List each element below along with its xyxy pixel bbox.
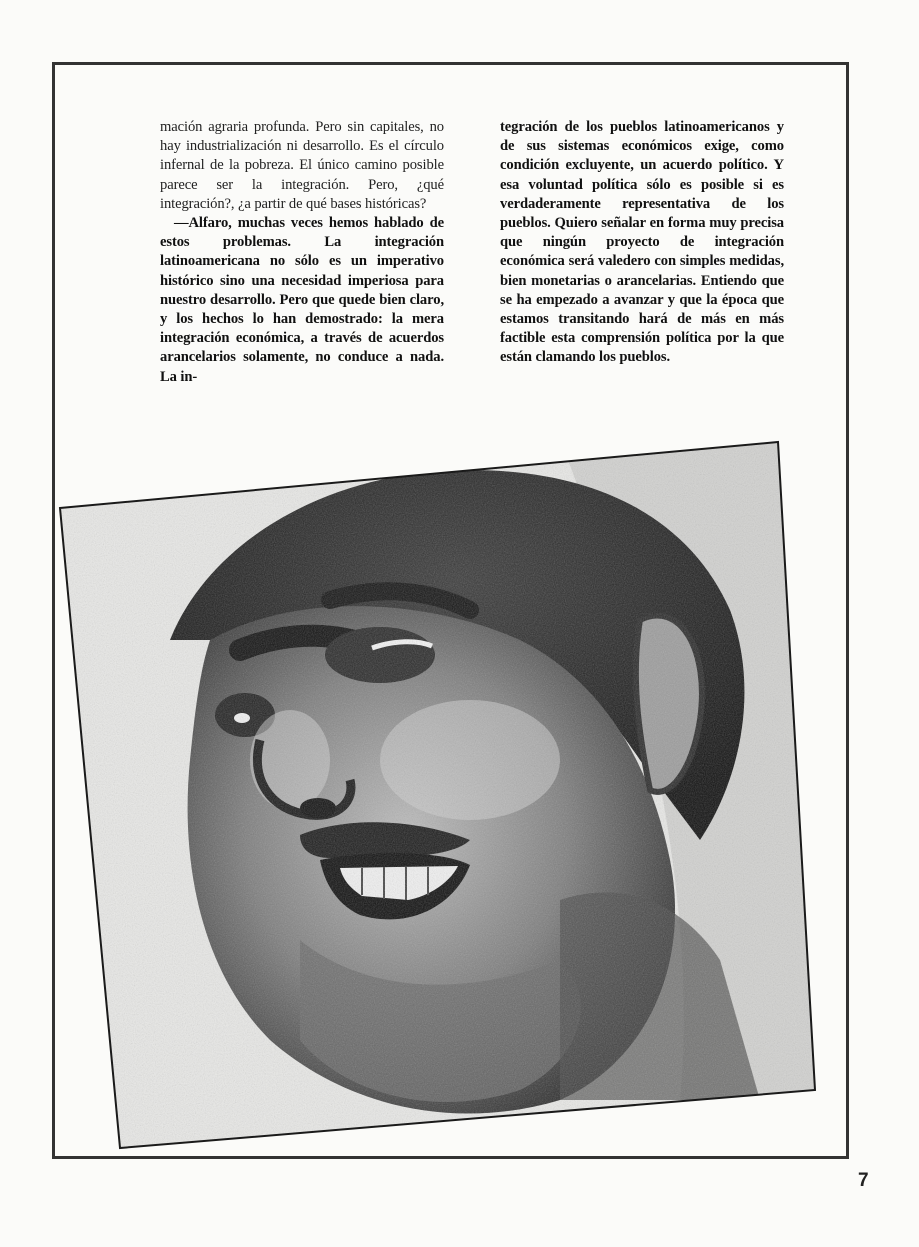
page-number: 7: [858, 1170, 869, 1191]
article-paragraph: mación agraria profunda. Pero sin capitales, no hay industrialización ni desarrollo. Es el círculo infernal de la pobreza. El único camino posible parece ser la integración. Pero, ¿qué integración?, ¿a partir de qué bases históricas?: [160, 119, 444, 212]
photo-image: [0, 400, 919, 1200]
article-paragraph-answer: —Alfaro, muchas veces hemos hablado de estos problemas. La integración latinoamericana no sólo es un imperativo histórico sino una necesidad imperiosa para nuestro desarrollo. Pero que quede bien claro, y los hechos lo han demostrado: la mera integración económica, a través de acuerdos arancelarios solamente, no conduce a nada. La in-: [160, 215, 444, 385]
article-paragraph-answer-continued: tegración de los pueblos latinoamericanos y de sus sistemas económicos exige, como condición excluyente, un acuerdo político. Y esa voluntad política sólo es posible si es verdaderamente representativa de los pueblos. Quiero señalar en forma muy precisa que ningún proyecto de integración económica será valedero con simples medidas, bien monetarias o arancelarias. Entiendo que se ha empezado a avanzar y que la época que estamos transitando hará de más en más factible esta comprensión política por la que están clamando los pueblos.: [500, 119, 784, 366]
